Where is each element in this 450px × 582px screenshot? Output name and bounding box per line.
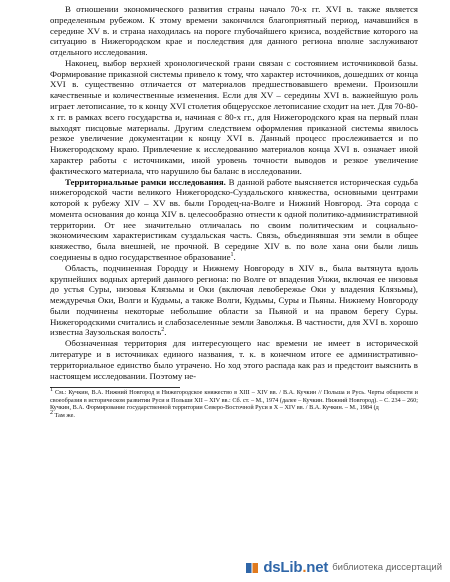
document-page	[50, 4, 418, 419]
paragraph-3-tail: .	[233, 251, 236, 262]
book-icon	[245, 561, 259, 575]
watermark-logo-dot: .	[302, 559, 307, 576]
watermark-logo	[263, 559, 328, 576]
section-heading-territorial-scope: Территориальные рамки исследования.	[65, 176, 226, 187]
paragraph-3	[50, 177, 418, 263]
paragraph-4-text: Область, подчиненная Городцу и Нижнему Новгороду в XIV в., была вытянута вдоль крупнейших водных артерий данного региона: по Волге от впадения Унжи, включая ее низовья до устья Суры, низовья Клязьмы и Оки (включая левобережье Оки у владения Клязьмы), междуречья Оки, Волги и Кудьмы, а также Волги, Кудьмы, Суры и Пьяны. Нижнему Новгороду были подчинены некоторые небольшие области за Пьяной и на правом берегу Суры. Нижегородскими считались и слабозаселенные земли Заволжья. В частности, для XVI в. хорошо известна Заузольская волость	[50, 262, 418, 338]
paragraph-4	[50, 263, 418, 338]
watermark-logo-main: dsLib	[263, 559, 303, 576]
footnote-1-text: См.: Кучкин, В.А. Нижний Новгород и Нижегородское княжество в XIII – XIV вв. / В.А. Кучкин // Польша и Русь. Черты общности и своеобразия в историческом развитии Руси и Польши XII – XIV вв.: Сб. ст. – М., 1974 (далее – Кучкин. Нижний Новгород). – С. 234 – 260; Кучкин, В.А. Формирование государственной территории Северо-Восточной Руси в X – XIV вв. / В.А. Кучкин. – М., 1984 (д	[50, 389, 418, 411]
footnote-1	[50, 389, 418, 411]
footnote-ref-2[interactable]: 2	[161, 327, 165, 334]
paragraph-1: В отношении экономического развития страны начало 70-х гг. XVI в. также является определенным рубежом. К этому времени закончился благоприятный период, начавшийся в середине XV в. и страна находилась на пороге глубочайшего кризиса, воздействие которого на ситуацию в Нижегородском крае и последствия для данного региона вполне заслуживают отдельного исследования.	[50, 4, 418, 58]
paragraph-3-text: В данной работе выясняется историческая судьба нижегородской части великого Нижегородско-Суздальского княжества, основными центрами которой к рубежу XIV – XV вв. были Городец-на-Волге и Нижний Новгород. Эта сорода с момента основания до конца XIV в. целесообразно отнести к одной политико-административной территории. От нее значительно отличалась по своим политическим и социально-экономическим характеристикам суздальская часть. Связь, объединявшая эти земли в общее княжество, была внешней, не прочной. В середине XIV в. по воле хана они были лишь соединены в одно государственное образование	[50, 176, 418, 262]
footnote-1-number: 1	[50, 387, 53, 394]
paragraph-4-tail: .	[164, 327, 167, 338]
paragraph-5: Обозначенная территория для интересующего нас времени не имеет в исторической литературе и в источниках единого названия, т. к. в конечном итоге ее административно-территориальное единство было утрачено. Но ход этого распада как раз и предстоит выяснить в настоящем исследовании. Поэтому не-	[50, 338, 418, 381]
footnote-ref-1[interactable]: 1	[230, 252, 234, 259]
paragraph-2: Наконец, выбор верхней хронологической грани связан с состоянием источниковой базы. Формирование приказной системы привело к тому, что характер источников, дошедших от конца XVI в. существенно отличается от материалов предшествовавшего времени. Произошли качественные и количественные изменения. Если для XV – середины XVI в. важнейшую роль играет летописание, то к концу XVI столетия общерусское летописание сходит на нет. Для 70-80-х гг. в рамках всего государства и, начиная с 80-х гг., для Нижегородского края на первый план выходят писцовые материалы. Другим следствием оформления приказной системы явилось резкое увеличение документации к концу XVI в. Данный процесс прослеживается и по Нижегородскому краю. Привлечение к исследованию материалов конца XVI в. означает иной характер работы с источниками, иной уровень точности выводов и резкое увеличение фактического материала, что нарушило бы баланс в исследовании.	[50, 57, 418, 176]
watermark[interactable]	[245, 559, 442, 576]
footnote-2-number: 2	[50, 409, 53, 416]
watermark-logo-tld: net	[306, 559, 329, 576]
footnote-2	[50, 409, 418, 419]
watermark-subtitle: библиотека диссертаций	[332, 562, 442, 573]
footnote-2-text: Там же.	[53, 411, 75, 419]
